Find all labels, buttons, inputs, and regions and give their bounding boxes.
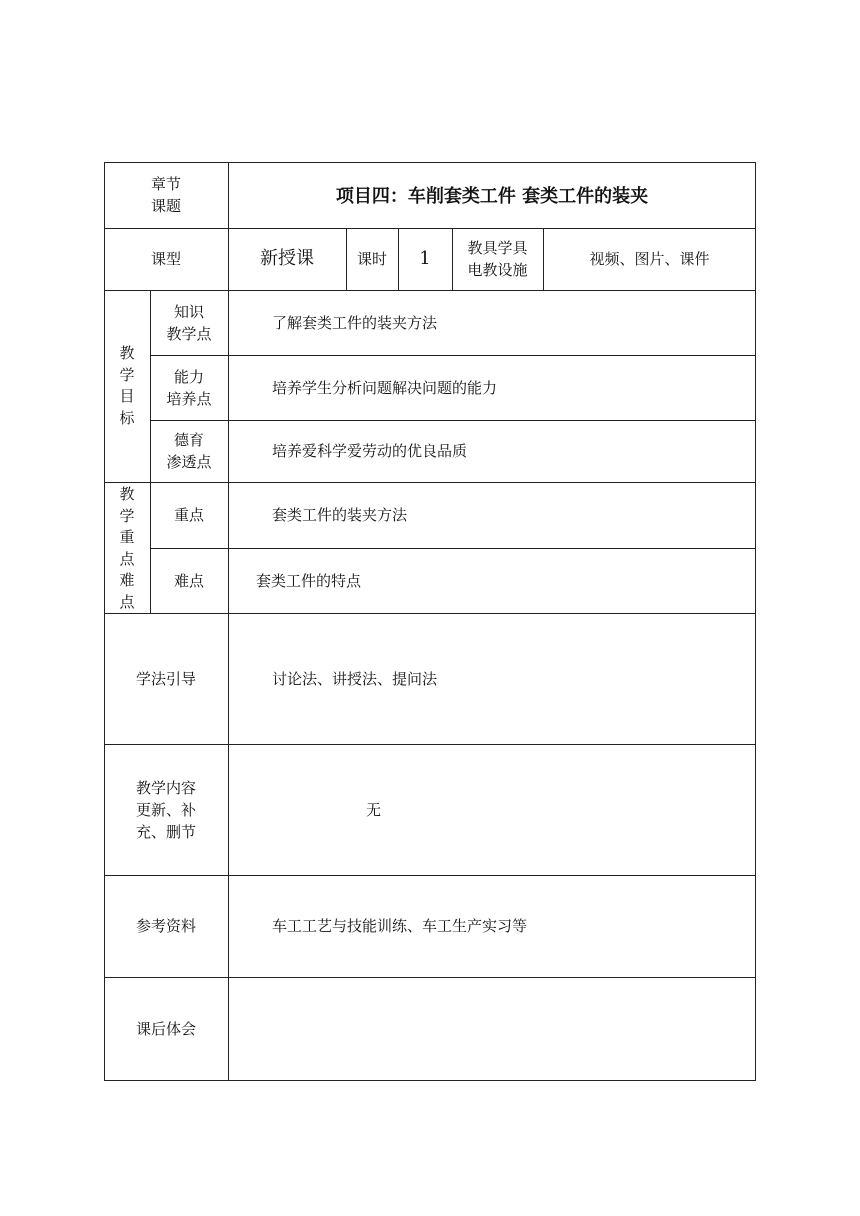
- teaching-aids-label: 教具学具 电教设施: [467, 239, 528, 279]
- class-hours-label-cell: [346, 228, 398, 290]
- teaching-aids-value-cell: [543, 228, 756, 290]
- difficult-point-label: 难点: [173, 571, 204, 590]
- key-point-value: 套类工件的装夹方法: [272, 506, 408, 524]
- difficult-point-value-cell: [256, 548, 752, 613]
- study-method-label: 学法引导: [135, 669, 196, 688]
- ability-point-value: 培养学生分析问题解决问题的能力: [272, 378, 498, 397]
- reflection-label-cell: [104, 977, 228, 1080]
- moral-point-label: 德育 渗透点: [166, 431, 212, 471]
- references-value-cell: [272, 875, 752, 977]
- content-update-label: 教学内容 更新、补 充、删节: [135, 778, 196, 841]
- reflection-label: 课后体会: [135, 1019, 196, 1038]
- lesson-type-value: 新授课: [260, 248, 314, 269]
- key-point-label-cell: [150, 482, 228, 548]
- difficult-point-label-cell: [150, 548, 228, 613]
- knowledge-point-value: 了解套类工件的装夹方法: [272, 313, 438, 332]
- key-points-group-label: 教 学 重 点 难 点: [119, 485, 135, 611]
- knowledge-point-label: 知识 教学点: [166, 302, 212, 343]
- difficult-point-value: 套类工件的特点: [256, 571, 362, 590]
- class-hours-label: 课时: [356, 250, 387, 268]
- reflection-value-cell: [272, 977, 752, 1080]
- lesson-type-value-cell: [228, 228, 346, 290]
- study-method-value: 讨论法、讲授法、提问法: [272, 669, 438, 688]
- class-hours-value: 1: [419, 248, 431, 269]
- ability-point-label: 能力 培养点: [166, 367, 212, 408]
- key-points-group-label-cell: [104, 482, 150, 613]
- lesson-type-label: 课型: [150, 250, 181, 268]
- content-update-value-cell: [366, 744, 746, 875]
- lesson-type-label-cell: [104, 228, 228, 290]
- key-point-value-cell: [272, 482, 752, 548]
- objectives-group-label: 教 学 目 标: [119, 344, 135, 427]
- key-point-label: 重点: [173, 506, 204, 524]
- references-value: 车工工艺与技能训练、车工生产实习等: [272, 917, 528, 935]
- moral-point-value: 培养爱科学爱劳动的优良品质: [272, 442, 468, 460]
- objectives-group-label-cell: [104, 290, 150, 482]
- content-update-label-cell: [104, 744, 228, 875]
- references-label-cell: [104, 875, 228, 977]
- lesson-title: 项目四：车削套类工件 套类工件的装夹: [335, 186, 649, 207]
- ability-point-value-cell: [272, 355, 752, 420]
- class-hours-value-cell: [398, 228, 452, 290]
- content-update-value: 无: [366, 800, 382, 819]
- study-method-label-cell: [104, 613, 228, 744]
- ability-point-label-cell: [150, 355, 228, 420]
- references-label: 参考资料: [135, 917, 196, 935]
- knowledge-point-label-cell: [150, 290, 228, 355]
- teaching-aids-label-cell: [452, 228, 543, 290]
- moral-point-value-cell: [272, 420, 752, 482]
- moral-point-label-cell: [150, 420, 228, 482]
- knowledge-point-value-cell: [272, 290, 752, 355]
- chapter-topic-label: 章节 课题: [150, 175, 181, 215]
- chapter-topic-label-cell: [104, 162, 228, 228]
- teaching-aids-value: 视频、图片、课件: [589, 250, 710, 268]
- study-method-value-cell: [272, 613, 752, 744]
- lesson-title-cell: [228, 162, 756, 228]
